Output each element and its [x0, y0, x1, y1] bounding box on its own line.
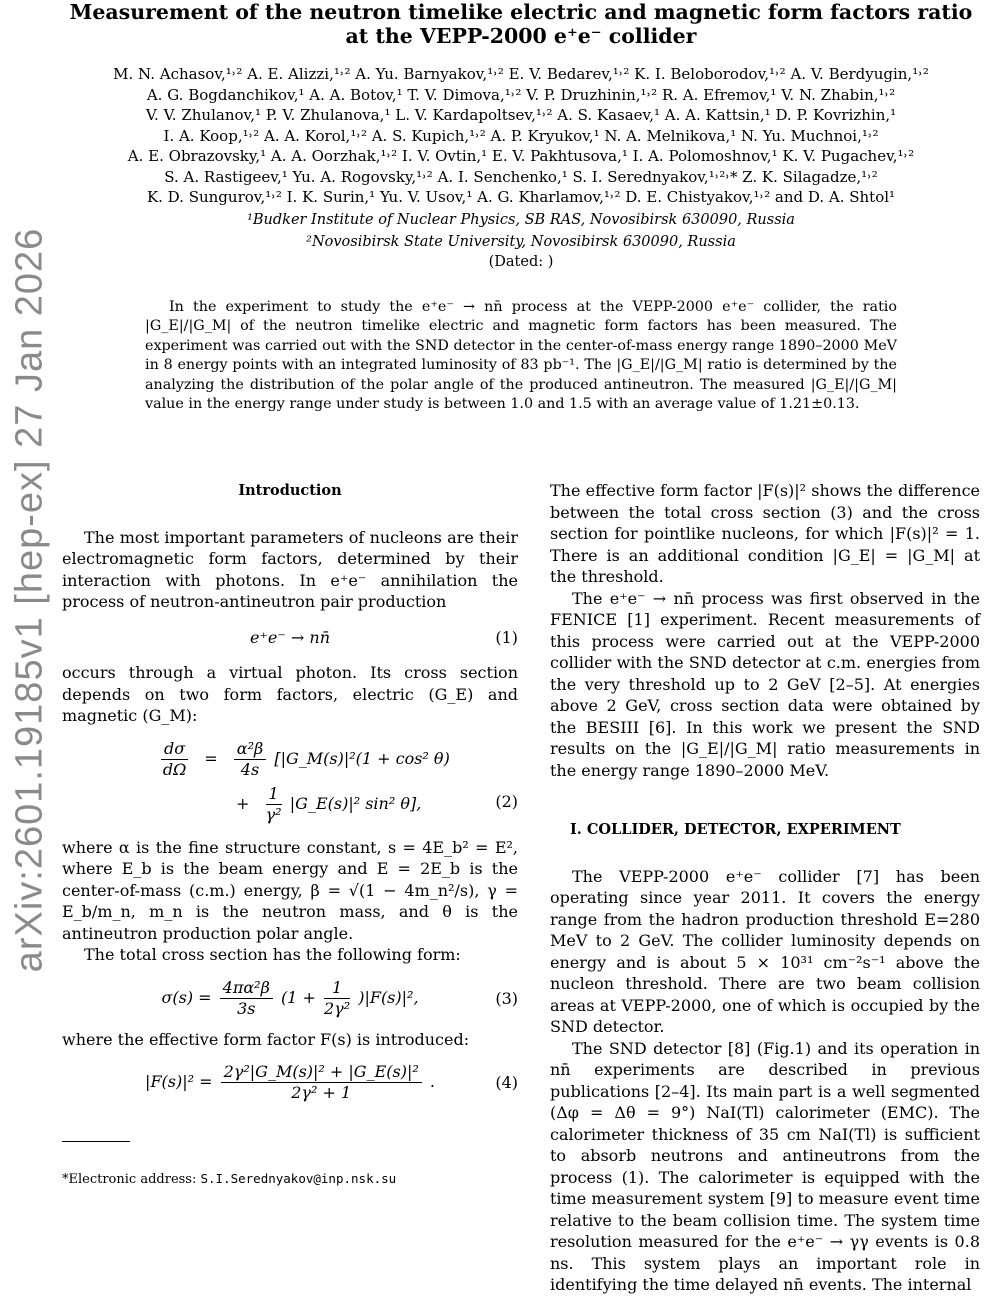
- paragraph: The most important parameters of nucleons are their electromagnetic form factors, determined by their interaction with photons. In e⁺e⁻ annihilation the process of neutron-antineutron pair production: [62, 527, 518, 611]
- equation-number: (1): [495, 627, 518, 647]
- equation-number: (2): [495, 791, 518, 811]
- equation-body: e⁺e⁻ → nn̄: [249, 627, 330, 647]
- eq3-frac-den: 3s: [237, 998, 256, 1018]
- eq2-lhs-den: dΩ: [162, 759, 187, 779]
- paragraph: The total cross section has the following form:: [84, 945, 461, 964]
- paragraph: where α is the fine structure constant, s = 4E_b² = E², where E_b is the beam energy and E = 2E_b is the center-of-mass (c.m.) energy, β = √(1 − 4m_n²/s), γ = E_b/m_n, m_n is the neutron mass, and θ is the antineutron production polar angle.: [62, 837, 518, 943]
- author-line: I. A. Koop,¹˒² A. A. Korol,¹˒² A. S. Kupich,¹˒² A. P. Kryukov,¹ N. A. Melnikova,¹ N. Yu. Muchnoi,¹˒²: [163, 126, 879, 145]
- equation-3: [62, 978, 518, 1019]
- eq2-equals: =: [204, 748, 218, 768]
- paper-title: Measurement of the neutron timelike electric and magnetic form factors ratio at the VEPP-2000 e⁺e⁻ collider: [69, 0, 973, 48]
- affiliation-2: ²Novosibirsk State University, Novosibirsk 630090, Russia: [306, 233, 736, 250]
- eq4-frac-num: 2γ²|G_M(s)|² + |G_E(s)|²: [221, 1062, 422, 1083]
- footnote-label: *Electronic address:: [62, 1172, 201, 1187]
- footnote: [62, 1168, 518, 1191]
- paragraph: occurs through a virtual photon. Its cross section depends on two form factors, electric (G_E) and magnetic (G_M):: [62, 663, 518, 725]
- equation-number: (4): [495, 1073, 518, 1092]
- eq3-frac2-den: 2γ²: [323, 998, 351, 1018]
- dated-line: (Dated: ): [488, 253, 554, 270]
- eq3-frac-num: 4πα²β: [220, 978, 273, 999]
- eq2-coef-num: α²β: [234, 739, 266, 760]
- equation-4: [62, 1062, 518, 1103]
- eq4-lhs: |F(s)|² =: [145, 1072, 213, 1091]
- author-list: [62, 64, 980, 208]
- paragraph: The effective form factor |F(s)|² shows the difference between the total cross section (3) and the cross section for pointlike nucleons, for which |F(s)|² = 1. There is an additional condition |G_E| = |G_M| at the threshold.: [550, 481, 980, 586]
- corresponding-email[interactable]: S.I.Serednyakov@inp.nsk.su: [200, 1171, 397, 1186]
- author-line: M. N. Achasov,¹˒² A. E. Alizzi,¹˒² A. Yu. Barnyakov,¹˒² E. V. Bedarev,¹˒² K. I. Beloborodov,¹˒² A. V. Berdyugin,¹˒²: [113, 65, 929, 83]
- arxiv-sidebar: [0, 0, 60, 1200]
- abstract: In the experiment to study the e⁺e⁻ → nn̄ process at the VEPP-2000 e⁺e⁻ collider, the ratio |G_E|/|G_M| of the neutron timelike electric and magnetic form factors has been measured. The experiment was carried out with the SND detector in the center-of-mass energy range 1890–2000 MeV in 8 energy points with an integrated luminosity of 83 pb⁻¹. The |G_E|/|G_M| ratio is determined by the analyzing the distribution of the polar angle of the produced antineutron. The measured |G_E|/|G_M| value in the energy range under study is between 1.0 and 1.5 with an average value of 1.21±0.13.: [145, 298, 897, 412]
- arxiv-identifier: arXiv:2601.19185v1 [hep-ex] 27 Jan 2026: [8, 227, 51, 973]
- author-line: A. G. Bogdanchikov,¹ A. A. Botov,¹ T. V. Dimova,¹˒² V. P. Druzhinin,¹˒² R. A. Efremov,¹ V. N. Zhabin,¹˒²: [146, 85, 896, 104]
- section-heading-collider: I. COLLIDER, DETECTOR, EXPERIMENT: [570, 821, 901, 838]
- author-line: V. V. Zhulanov,¹ P. V. Zhulanova,¹ L. V. Kardapoltsev,¹˒² A. S. Kasaev,¹ A. A. Kattsin,¹ D. P. Kovrizhin,¹: [145, 106, 897, 124]
- eq2-line1-rest: [|G_M(s)|²(1 + cos² θ): [274, 748, 450, 768]
- eq4-frac-den: 2γ² + 1: [291, 1083, 352, 1102]
- section-heading-introduction: Introduction: [238, 482, 342, 499]
- eq3-lhs: σ(s) =: [161, 987, 212, 1007]
- eq4-rest: .: [429, 1072, 435, 1091]
- eq3-mid: (1 +: [280, 987, 316, 1007]
- author-line: S. A. Rastigeev,¹ Yu. A. Rogovsky,¹˒² A. I. Senchenko,¹ S. I. Serednyakov,¹˒²˒* Z. K. Silagadze,¹˒²: [164, 167, 878, 186]
- left-column: [62, 480, 518, 1191]
- affiliation-1: ¹Budker Institute of Nuclear Physics, SB RAS, Novosibirsk 630090, Russia: [247, 211, 795, 228]
- eq2-line2-rest: |G_E(s)|² sin² θ],: [289, 793, 422, 813]
- paragraph: The SND detector [8] (Fig.1) and its operation in nn̄ experiments are described in previous publications [2–4]. Its main part is a well segmented (Δφ = Δθ = 9°) NaI(Tl) calorimeter (EMC). The calorimeter thickness of 35 cm NaI(Tl) is sufficient to absorb neutrons and antineutrons from the process (1). The calorimeter is equipped with the time measurement system [9] to measure event time relative to the beam collision time. The system time resolution measured for the e⁺e⁻ → γγ events is 0.8 ns. This system plays an important role in identifying the time delayed nn̄ events. The internal: [550, 1038, 980, 1294]
- eq2-coef-den: 4s: [240, 759, 260, 779]
- eq2-frac-den: γ²: [265, 804, 282, 824]
- eq2-lhs-num: dσ: [161, 739, 188, 760]
- eq2-frac-num: 1: [266, 784, 282, 805]
- paragraph: where the effective form factor F(s) is introduced:: [62, 1029, 470, 1049]
- right-column: [550, 480, 980, 1296]
- footnote-divider: [62, 1141, 130, 1142]
- equation-1: [62, 627, 518, 649]
- eq2-plus: +: [236, 793, 250, 813]
- eq3-frac2-num: 1: [324, 978, 350, 999]
- paragraph: The VEPP-2000 e⁺e⁻ collider [7] has been operating since year 2011. It covers the energy range from the hadron production threshold E=280 MeV to 2 GeV. The collider luminosity depends on energy and is about 5 × 10³¹ cm⁻²s⁻¹ above the nucleon threshold. There are two beam collision areas at VEPP-2000, one of which is occupied by the SND detector.: [550, 866, 980, 1036]
- equation-number: (3): [495, 988, 518, 1008]
- paragraph: The e⁺e⁻ → nn̄ process was first observed in the FENICE [1] experiment. Recent measurements of this process were carried out at the VEPP-2000 collider with the SND detector at c.m. energies from the very threshold up to 2 GeV [2–5]. At energies above 2 GeV, cross section data were obtained by the BESIII [6]. In this work we present the SND results on the |G_E|/|G_M| ratio measurements in the energy range 1890–2000 MeV.: [550, 588, 980, 780]
- author-line: A. E. Obrazovsky,¹ A. A. Oorzhak,¹˒² I. V. Ovtin,¹ E. V. Pakhtusova,¹ I. A. Polomoshnov,¹ K. V. Pugachev,¹˒²: [127, 147, 915, 165]
- author-line: K. D. Sungurov,¹˒² I. K. Surin,¹ Yu. V. Usov,¹ A. G. Kharlamov,¹˒² D. E. Chistyakov,¹˒² and D. A. Shtol¹: [146, 188, 896, 206]
- equation-2: [62, 739, 518, 825]
- eq3-rest: )|F(s)|²,: [358, 987, 419, 1007]
